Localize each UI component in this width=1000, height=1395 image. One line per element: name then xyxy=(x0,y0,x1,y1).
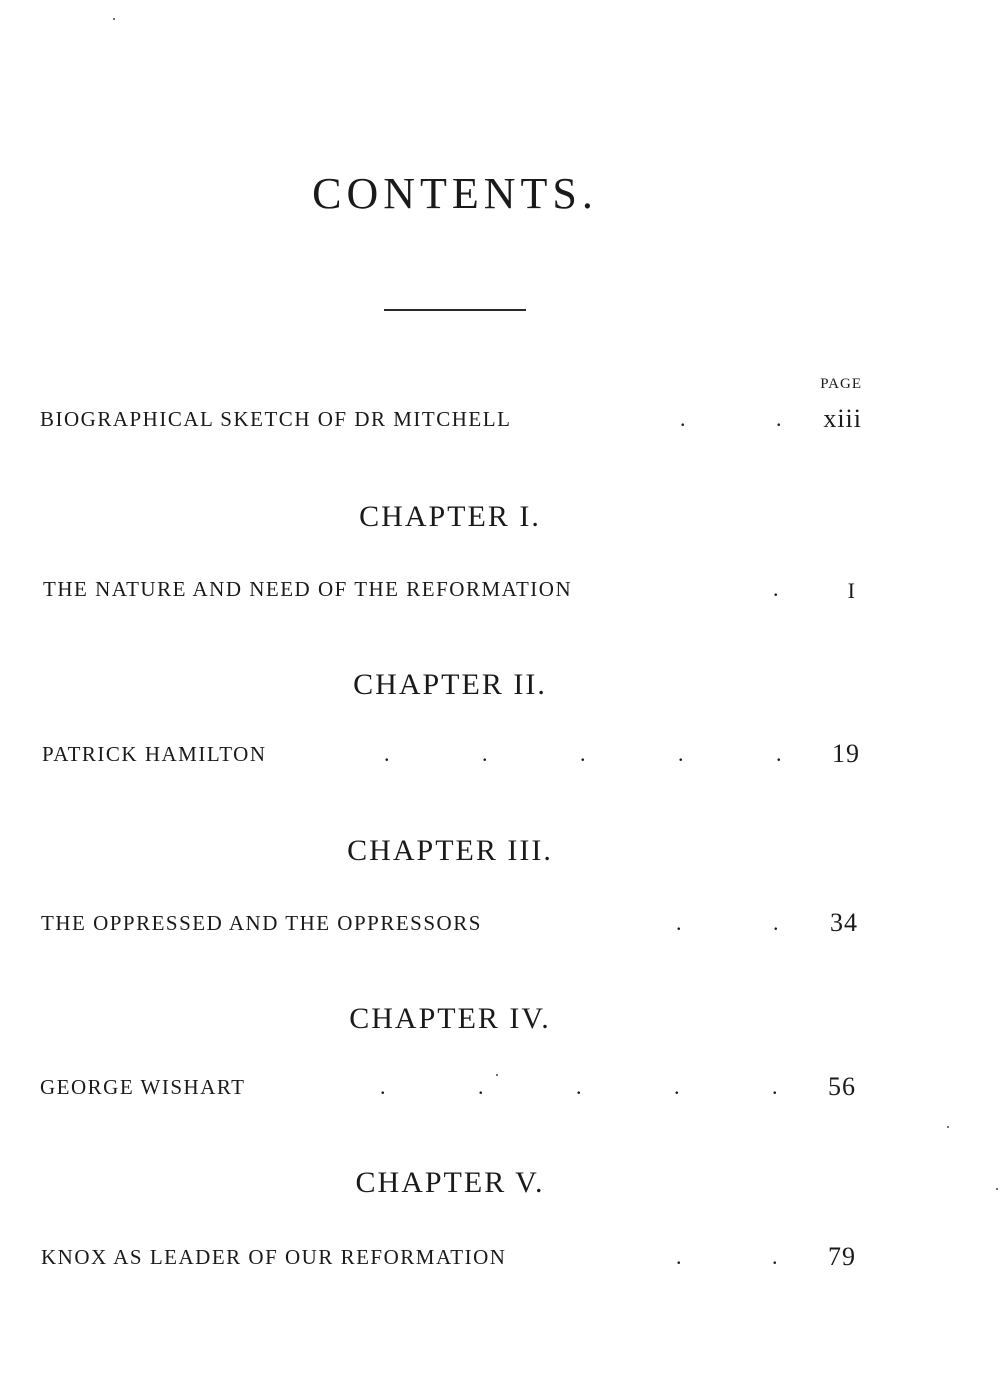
entry-page-number: 19 xyxy=(832,739,860,768)
chapter-heading: CHAPTER I. xyxy=(359,500,541,533)
leader-dot: . xyxy=(580,741,586,766)
page-title: CONTENTS. xyxy=(312,169,598,218)
scan-speck xyxy=(113,18,115,20)
entry-page-number: 34 xyxy=(830,908,858,937)
entry-page-number: 56 xyxy=(828,1072,856,1101)
leader-dot: . xyxy=(482,741,488,766)
scan-speck xyxy=(947,1126,949,1128)
entry-title: KNOX AS LEADER OF OUR REFORMATION xyxy=(41,1245,507,1269)
entry-title: GEORGE WISHART xyxy=(40,1075,246,1099)
entry-title: THE OPPRESSED AND THE OPPRESSORS xyxy=(41,911,482,935)
entry-page-number: I xyxy=(847,578,856,603)
leader-dot: . xyxy=(776,741,782,766)
leader-dot: . xyxy=(576,1074,582,1099)
toc-entry-chapter-2[interactable] xyxy=(40,737,862,771)
title-rule xyxy=(384,309,526,311)
leader-dot: . xyxy=(676,1244,682,1269)
leader-dot: . xyxy=(772,1074,778,1099)
leader-dot: . xyxy=(772,1244,778,1269)
toc-entry-chapter-4[interactable] xyxy=(40,1070,862,1104)
scan-speck xyxy=(496,1074,498,1076)
leader-dot: . xyxy=(776,406,782,431)
toc-entry-chapter-5[interactable] xyxy=(40,1240,862,1274)
leader-dot: . xyxy=(384,741,390,766)
leader-dot: . xyxy=(676,910,682,935)
scan-speck xyxy=(996,1188,998,1190)
toc-entry-sketch[interactable] xyxy=(40,402,862,436)
entry-page-number: 79 xyxy=(828,1242,856,1271)
chapter-heading: CHAPTER IV. xyxy=(349,1002,551,1035)
toc-entry-chapter-1[interactable] xyxy=(40,572,862,606)
page-column-label: PAGE xyxy=(820,376,862,392)
chapter-heading: CHAPTER V. xyxy=(355,1166,545,1199)
entry-title: PATRICK HAMILTON xyxy=(42,742,267,766)
entry-page-number: xiii xyxy=(823,404,862,433)
chapter-heading: CHAPTER III. xyxy=(347,834,553,867)
leader-dot: . xyxy=(773,576,779,601)
entry-title: THE NATURE AND NEED OF THE REFORMATION xyxy=(43,577,573,601)
leader-dot: . xyxy=(478,1074,484,1099)
leader-dot: . xyxy=(680,406,686,431)
toc-entry-chapter-3[interactable] xyxy=(40,906,862,940)
chapter-heading: CHAPTER II. xyxy=(353,668,547,701)
entry-title: BIOGRAPHICAL SKETCH OF DR MITCHELL xyxy=(40,407,512,431)
leader-dot: . xyxy=(678,741,684,766)
leader-dot: . xyxy=(674,1074,680,1099)
leader-dot: . xyxy=(773,910,779,935)
leader-dot: . xyxy=(380,1074,386,1099)
